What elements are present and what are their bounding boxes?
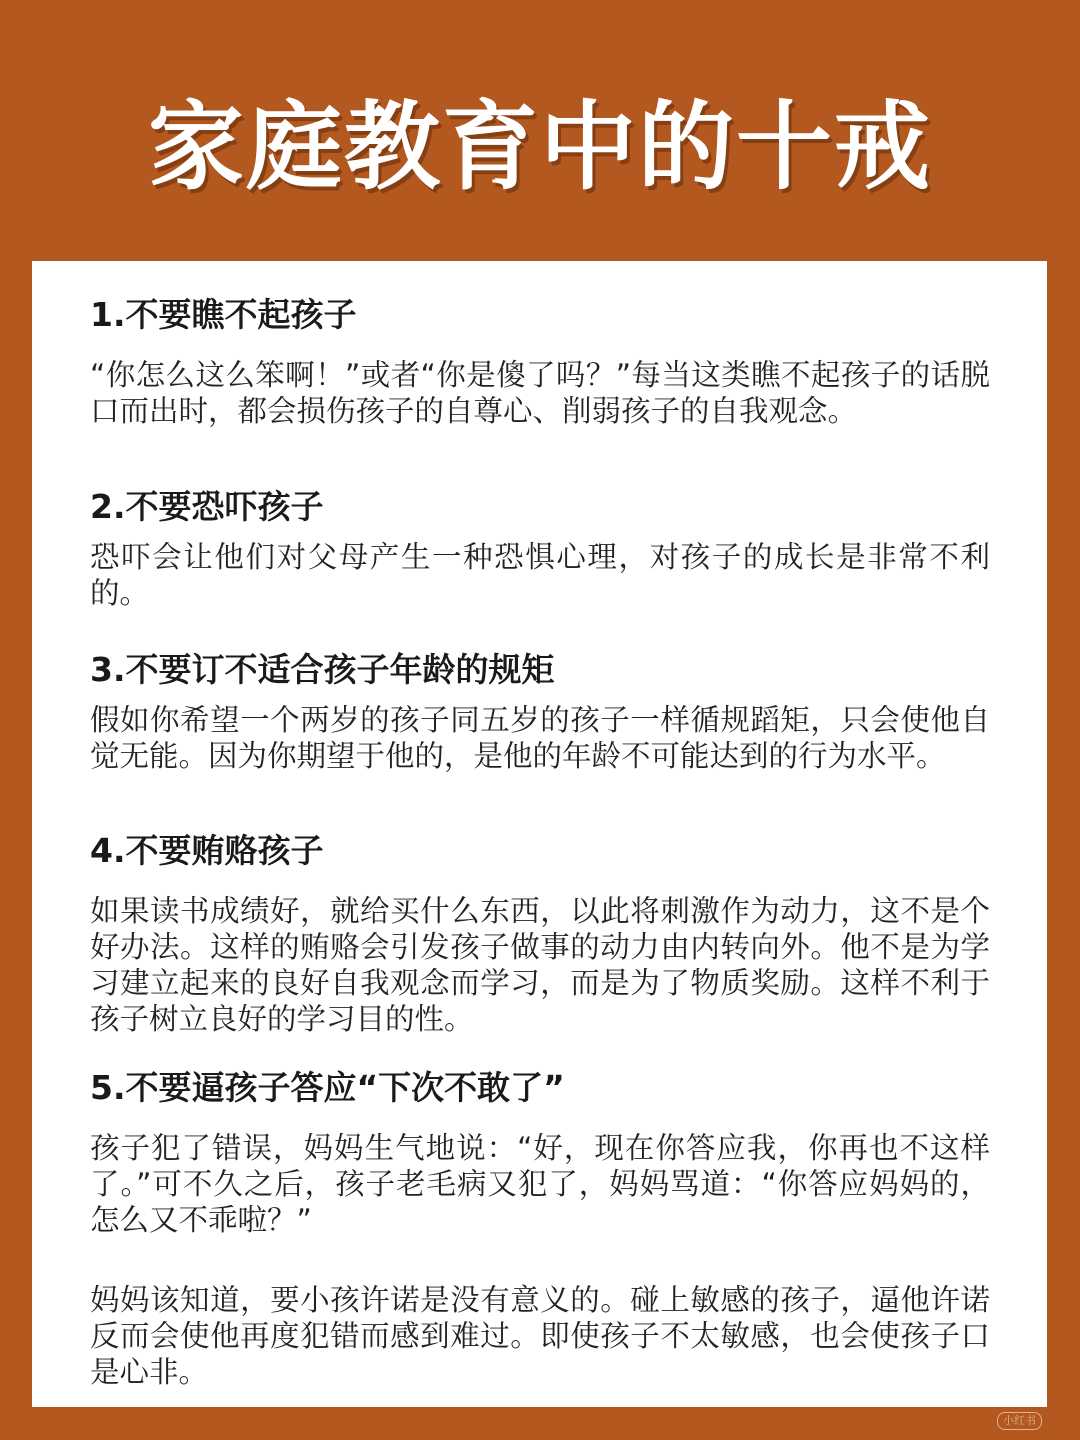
rule-section-1: [90, 295, 990, 429]
rule-section-4: [90, 831, 990, 1037]
section-heading: 1.不要瞧不起孩子: [90, 295, 357, 334]
rule-section-5: [90, 1068, 990, 1390]
page-title: 家庭教育中的十戒: [148, 91, 932, 203]
section-paragraph: 假如你希望一个两岁的孩子同五岁的孩子一样循规蹈矩，只会使他自觉无能。因为你期望于他的，是他的年龄不可能达到的行为水平。: [90, 703, 990, 773]
section-heading: 5.不要逼孩子答应“下次不敢了”: [90, 1068, 565, 1107]
section-paragraph: 孩子犯了错误，妈妈生气地说：“好，现在你答应我，你再也不这样了。”可不久之后，孩子老毛病又犯了，妈妈骂道：“你答应妈妈的，怎么又不乖啦？”: [90, 1131, 990, 1237]
section-heading: 4.不要贿赂孩子: [90, 831, 324, 870]
section-paragraph: 恐吓会让他们对父母产生一种恐惧心理，对孩子的成长是非常不利的。: [90, 540, 990, 610]
rule-section-3: [90, 650, 990, 774]
section-paragraph: 妈妈该知道，要小孩许诺是没有意义的。碰上敏感的孩子，逼他许诺反而会使他再度犯错而感到难过。即使孩子不太敏感，也会使孩子口是心非。: [90, 1283, 990, 1389]
section-paragraph: “你怎么这么笨啊！”或者“你是傻了吗？”每当这类瞧不起孩子的话脱口而出时，都会损伤孩子的自尊心、削弱孩子的自我观念。: [90, 358, 990, 428]
section-heading: 3.不要订不适合孩子年龄的规矩: [90, 650, 555, 689]
section-paragraph: 如果读书成绩好，就给买什么东西，以此将刺激作为动力，这不是个好办法。这样的贿赂会引发孩子做事的动力由内转向外。他不是为学习建立起来的良好自我观念而学习，而是为了物质奖励。这样不利于孩子树立良好的学习目的性。: [90, 894, 990, 1036]
rule-section-2: [90, 487, 990, 611]
content-card: [32, 261, 1047, 1407]
watermark-logo: 小红书: [997, 1412, 1042, 1430]
section-heading: 2.不要恐吓孩子: [90, 487, 324, 526]
